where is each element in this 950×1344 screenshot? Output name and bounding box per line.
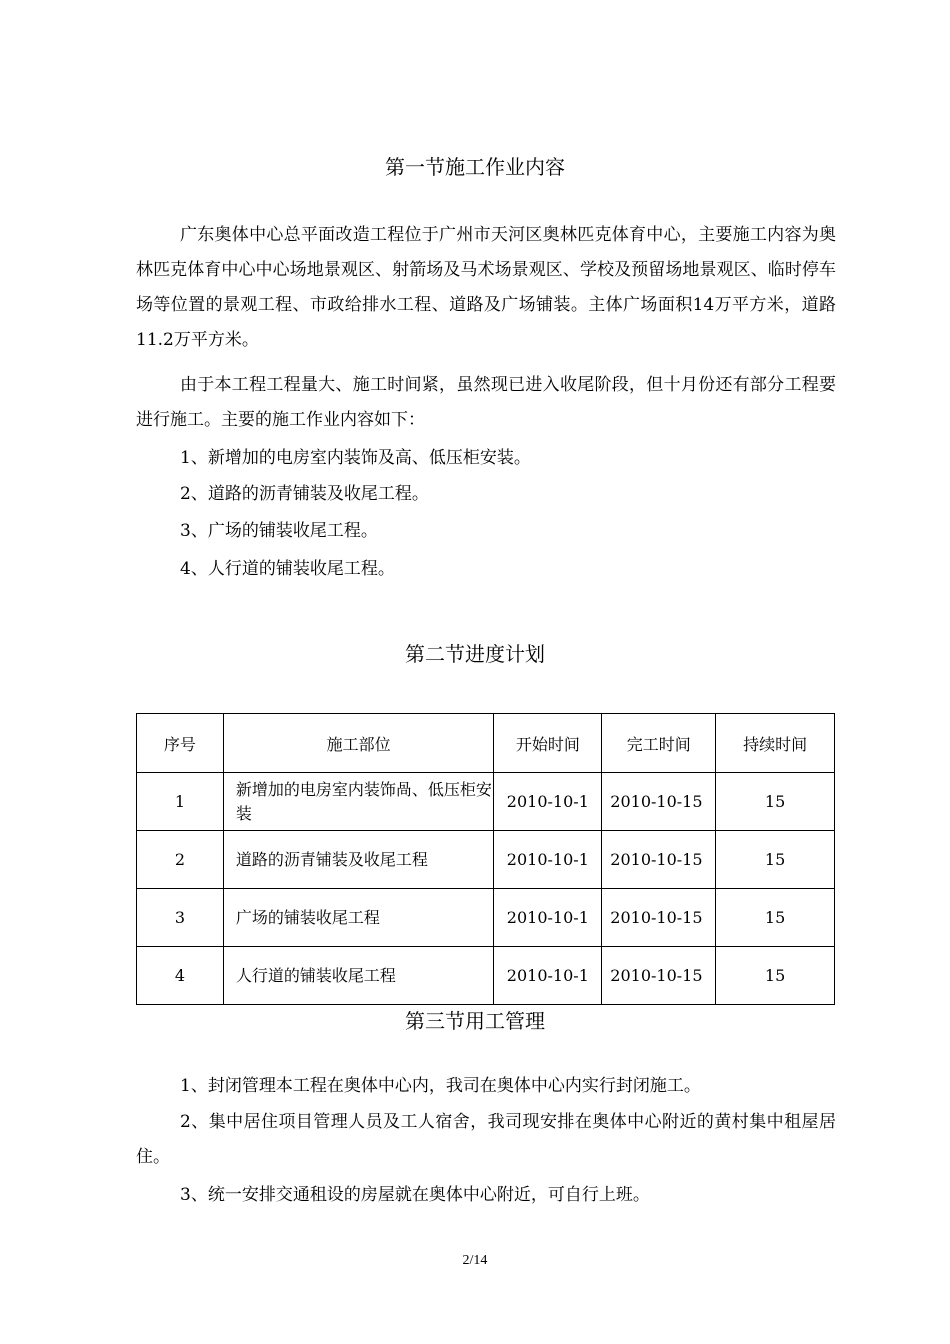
labor-item-1: 1、封闭管理本工程在奥体中心内，我司在奥体中心内实行封闭施工。 xyxy=(180,1076,701,1096)
cell-index: 3 xyxy=(137,889,224,947)
cell-duration: 15 xyxy=(716,889,835,947)
cell-duration: 15 xyxy=(716,831,835,889)
section1-title: 第一节施工作业内容 xyxy=(385,155,565,179)
labor-item-2: 2、集中居住项目管理人员及工人宿舍，我司现安排在奥体中心附近的黄村集中租屋居住。 xyxy=(136,1112,836,1167)
labor-item-3: 3、统一安排交通租设的房屋就在奥体中心附近，可自行上班。 xyxy=(180,1185,650,1205)
header-end: 完工时间 xyxy=(602,714,716,773)
cell-location: 广场的铺装收尾工程 xyxy=(223,889,494,947)
cell-start: 2010-10-1 xyxy=(494,773,602,831)
cell-index: 1 xyxy=(137,773,224,831)
section1-paragraph-1: 广东奥体中心总平面改造工程位于广州市天河区奥林匹克体育中心，主要施工内容为奥林匹克体育中心中心场地景观区、射箭场及马术场景观区、学校及预留场地景观区、临时停车场等位置的景观工程、市政给排水工程、道路及广场铺装。主体广场面积14万平方米，道路11.2万平方米。 xyxy=(136,225,836,350)
table-row xyxy=(137,831,835,889)
work-item-2: 2、道路的沥青铺装及收尾工程。 xyxy=(180,484,429,504)
schedule-table xyxy=(136,713,835,1005)
work-item-1: 1、新增加的电房室内装饰及高、低压柜安装。 xyxy=(180,448,531,468)
cell-index: 2 xyxy=(137,831,224,889)
section2-title: 第二节进度计划 xyxy=(405,642,545,666)
cell-location: 人行道的铺装收尾工程 xyxy=(223,947,494,1005)
work-item-3: 3、广场的铺装收尾工程。 xyxy=(180,521,378,541)
cell-start: 2010-10-1 xyxy=(494,831,602,889)
header-index: 序号 xyxy=(137,714,224,773)
cell-end: 2010-10-15 xyxy=(602,947,716,1005)
cell-start: 2010-10-1 xyxy=(494,947,602,1005)
header-duration: 持续时间 xyxy=(716,714,835,773)
cell-end: 2010-10-15 xyxy=(602,889,716,947)
work-item-4: 4、人行道的铺装收尾工程。 xyxy=(180,559,395,579)
table-row xyxy=(137,947,835,1005)
cell-location: 新增加的电房室内装饰咼、低压柜安装 xyxy=(223,773,494,831)
cell-end: 2010-10-15 xyxy=(602,831,716,889)
table-header-row xyxy=(137,714,835,773)
cell-location: 道路的沥青铺装及收尾工程 xyxy=(223,831,494,889)
cell-duration: 15 xyxy=(716,773,835,831)
cell-index: 4 xyxy=(137,947,224,1005)
header-start: 开始时间 xyxy=(494,714,602,773)
section3-title: 第三节用工管理 xyxy=(405,1009,545,1033)
table-row xyxy=(137,773,835,831)
table-row xyxy=(137,889,835,947)
cell-start: 2010-10-1 xyxy=(494,889,602,947)
header-location: 施工部位 xyxy=(223,714,494,773)
section1-paragraph-2: 由于本工程工程量大、施工时间紧，虽然现已进入收尾阶段，但十月份还有部分工程要进行施工。主要的施工作业内容如下： xyxy=(136,375,836,430)
page-number: 2/14 xyxy=(462,1253,488,1268)
cell-duration: 15 xyxy=(716,947,835,1005)
cell-end: 2010-10-15 xyxy=(602,773,716,831)
